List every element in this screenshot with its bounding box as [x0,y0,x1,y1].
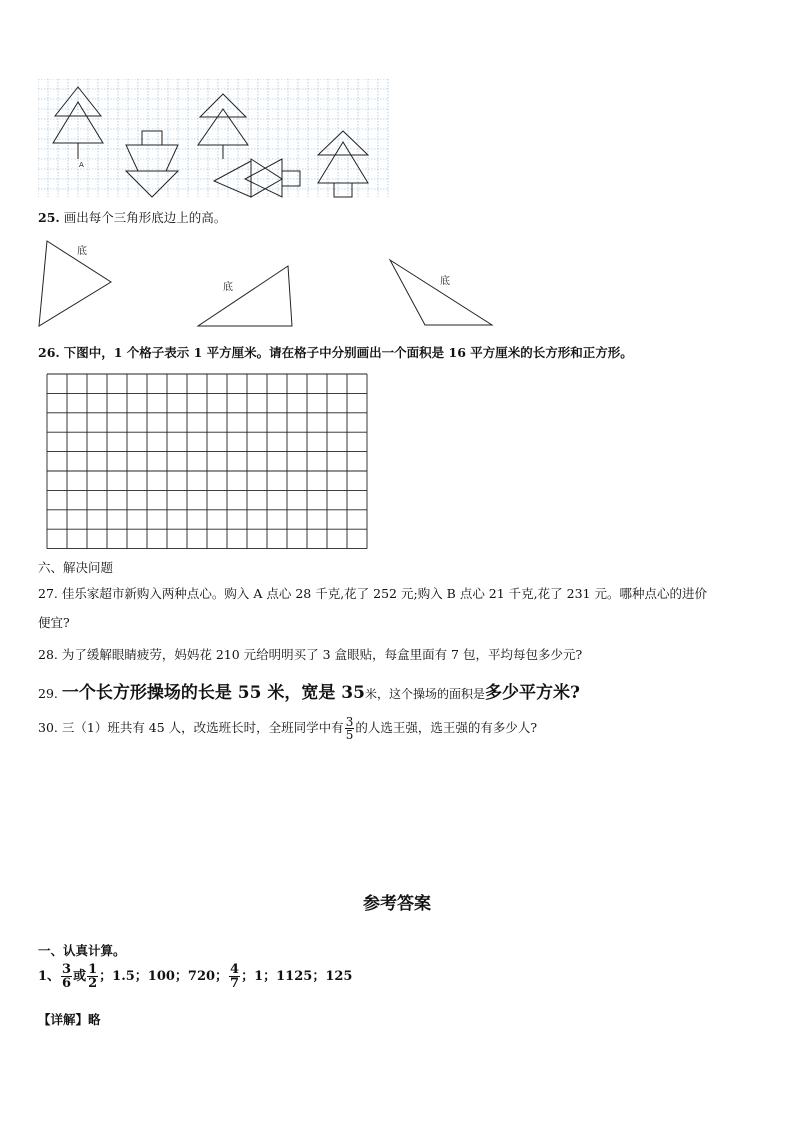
q26-text: 下图中，1 个格子表示 1 平方厘米。请在格子中分别画出一个面积是 16 平方厘米的长方形和正方形。 [63,345,633,360]
answer-1 [38,963,352,990]
q30-frac-denominator: 5 [345,728,354,742]
triangle-2-base-label: 底 [223,282,233,293]
detail-label: 【详解】 [38,1012,89,1027]
answers-title: 参考答案 [363,894,431,914]
triangle-1-base-label: 底 [77,246,87,257]
triangle-3-base-label: 底 [440,276,450,287]
answer-1-fraction-3 [229,963,240,990]
triangle-2 [198,266,292,326]
tree3-top-triangle [200,94,246,117]
triangle-1 [39,241,111,326]
shape-grid-figure [38,79,390,199]
q30-number: 30. [38,720,58,735]
shape2-bottom-triangle [126,171,178,197]
f2-denominator: 2 [88,976,98,991]
q30-after: 的人选王强，选王强的有多少人? [355,720,538,735]
answer-1-tail: ；1；1125；125 [241,969,353,984]
answer-1-detail [38,1010,101,1028]
section-6-title-text: 六、解决问题 [38,560,114,575]
question-27-line2 [38,613,70,631]
q29-part1: 一个长方形操场的长是 55 米，宽是 35 [61,683,365,703]
q28-number: 28. [38,647,58,662]
q29-number: 29. [38,686,58,701]
shape4-middle-triangle [251,159,282,197]
q27-line2: 便宜? [38,615,70,630]
question-29 [38,678,580,703]
answers-section-1: 一、认真计算。 [38,943,126,958]
q26-number: 26. [38,345,60,360]
q25-text: 画出每个三角形底边上的高。 [63,210,227,225]
f1-denominator: 6 [62,976,72,991]
tree5-top-triangle [318,131,368,155]
answer-1-number: 1、 [38,969,61,984]
shape4-rect [282,171,300,186]
q29-part2: 米，这个操场的面积是 [364,687,485,701]
f2-numerator: 1 [88,962,98,977]
answer-1-or: 或 [73,969,87,984]
q30-fraction [345,716,355,741]
answer-1-fraction-1 [61,963,72,990]
f3-numerator: 4 [230,962,240,977]
q27-line1: 佳乐家超市新购入两种点心。购入 A 点心 28 千克,花了 252 元;购入 B 点心 21 千克,花了 231 元。哪种点心的进价 [61,586,707,601]
question-30 [38,716,537,741]
q30-before: 三（1）班共有 45 人，改选班长时，全班同学中有 [61,720,344,735]
q26-square-grid [46,373,372,549]
f1-numerator: 3 [62,962,72,977]
section-6-title [38,558,113,576]
q29-part3: 多少平方米? [484,683,580,703]
question-27 [38,584,707,602]
detail-text: 略 [88,1012,101,1027]
tree5-trunk [334,183,352,197]
figure-marker-a: A [79,161,84,169]
answer-1-fraction-2 [87,963,98,990]
answer-1-mid: ；1.5；100；720； [99,969,229,984]
q27-number: 27. [38,586,58,601]
question-28 [38,645,582,663]
triangle-3 [390,260,492,325]
f3-denominator: 7 [230,976,240,991]
q28-text: 为了缓解眼睛疲劳，妈妈花 210 元给明明买了 3 盒眼贴，每盒里面有 7 包，平均每包多少元? [61,647,583,662]
question-25 [38,208,226,226]
q30-frac-numerator: 3 [345,715,354,729]
question-26 [38,343,633,361]
tree3-bottom-triangle [198,109,248,145]
shape2-square [142,131,162,145]
q25-triangles [35,236,505,331]
q25-number: 25. [38,210,60,225]
